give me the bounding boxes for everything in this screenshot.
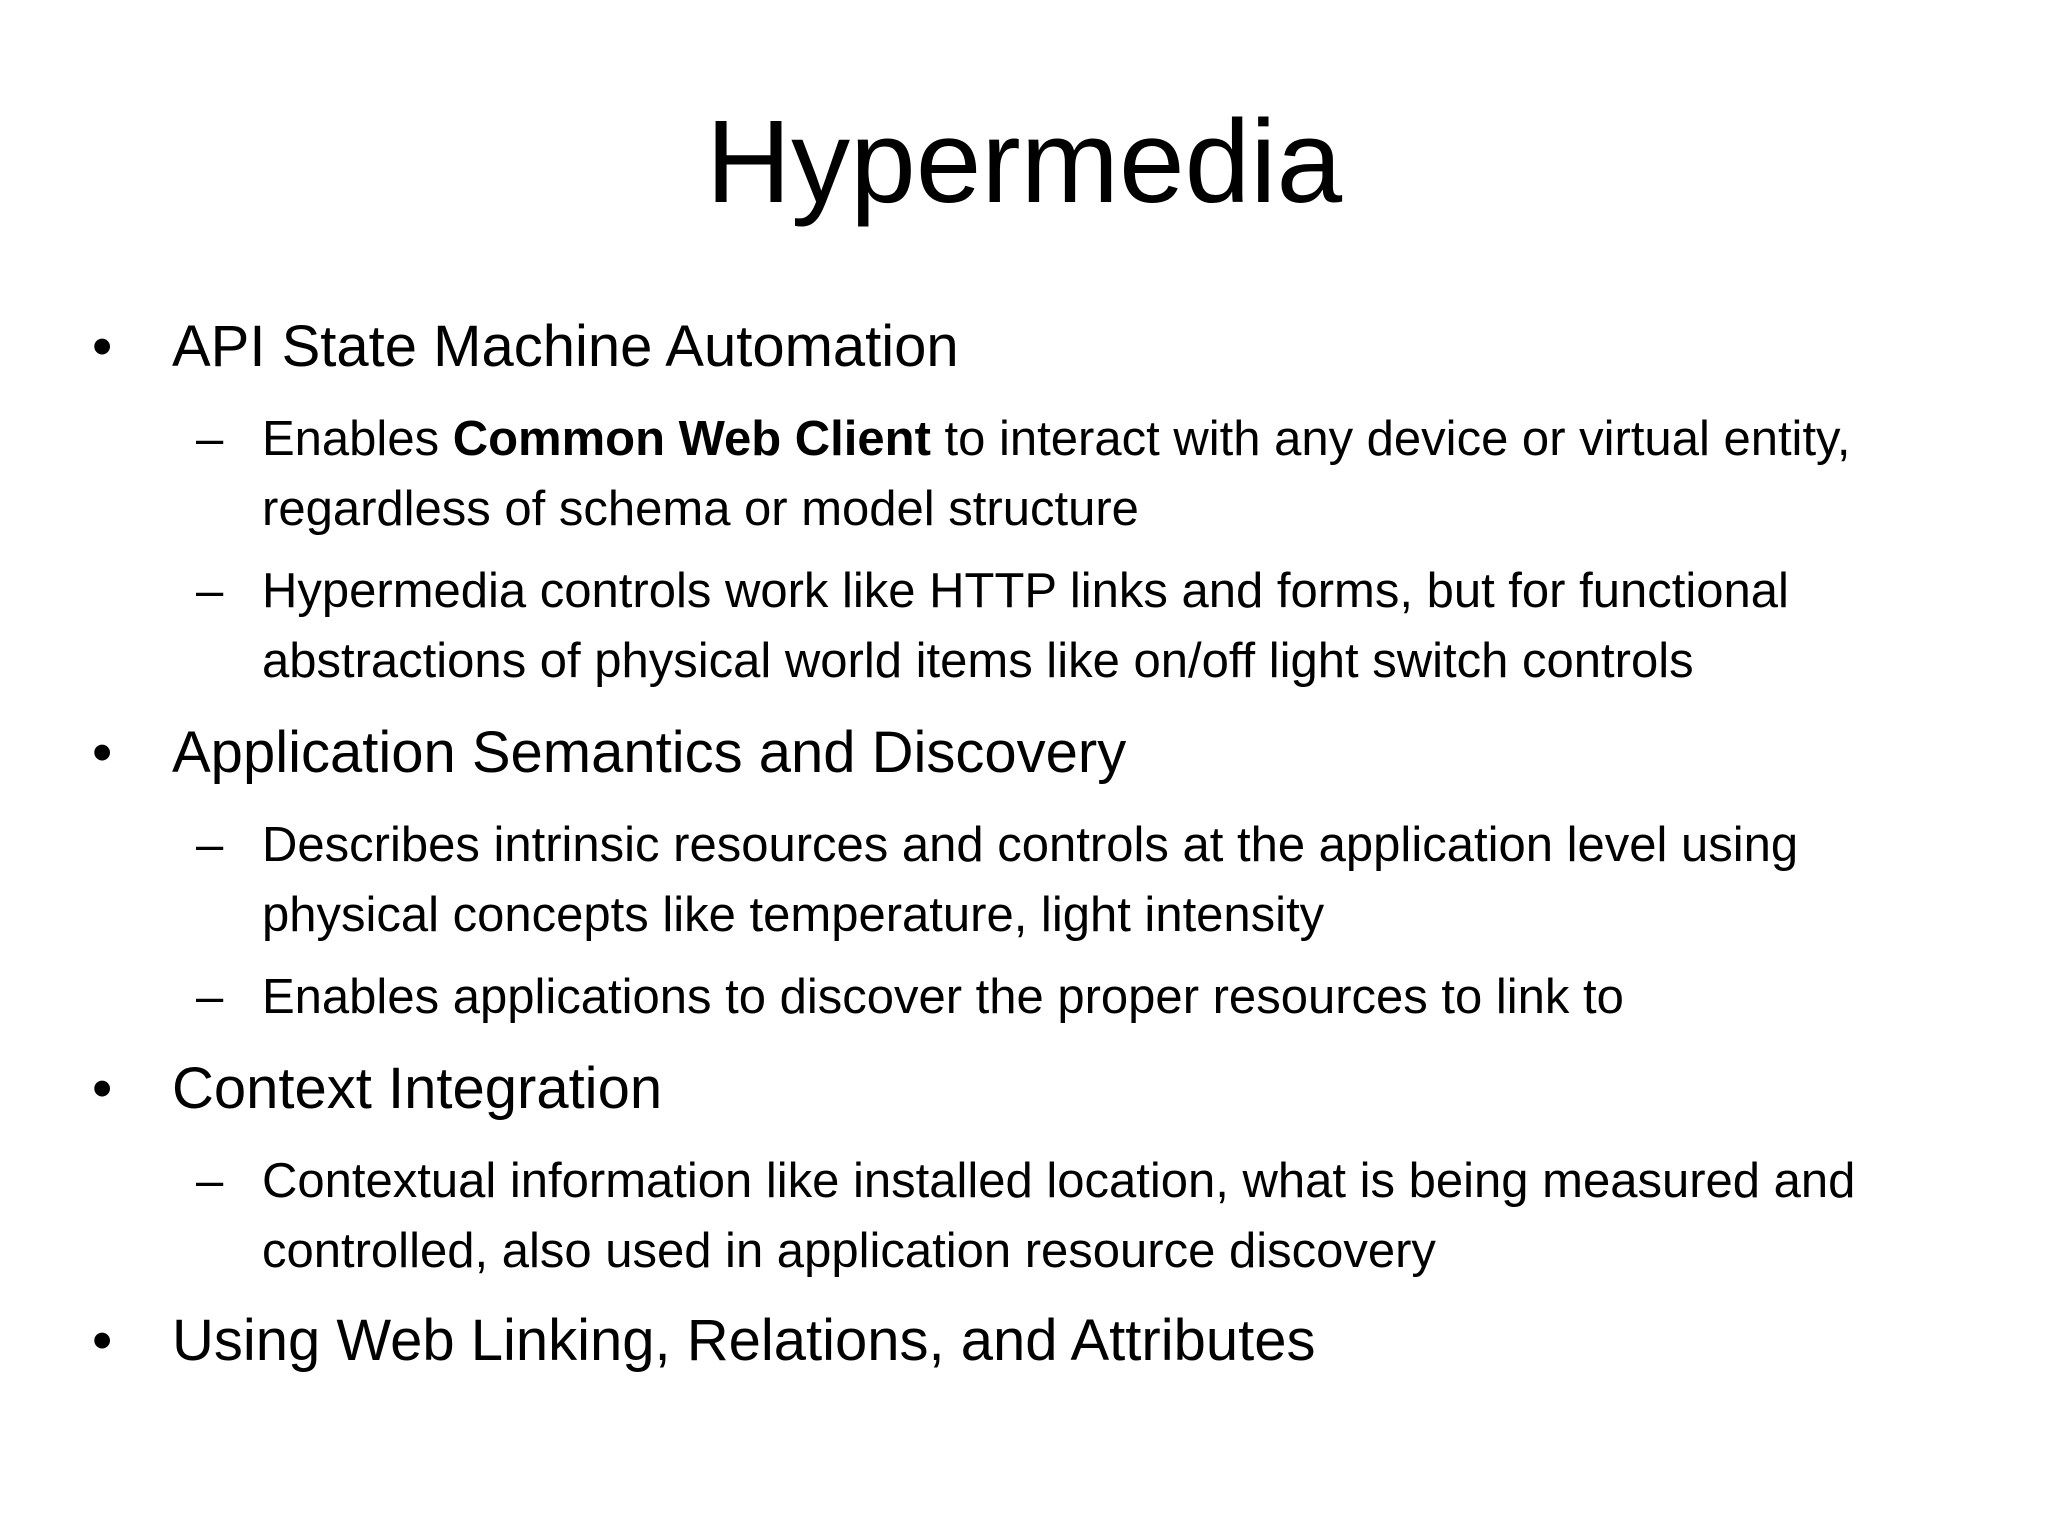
bullet-text: Using Web Linking, Relations, and Attributes — [172, 1308, 1316, 1373]
bullet-item — [92, 1306, 1972, 1376]
sub-bullet-item — [196, 962, 1942, 1032]
bullet-text: Application Semantics and Discovery — [172, 720, 1127, 785]
sub-bullet-text: Describes intrinsic resources and controls at the application level using physical concepts like temperature, light intensity — [262, 818, 1799, 942]
bullet-icon: • — [92, 1308, 113, 1373]
bullet-item — [92, 1054, 1972, 1124]
slide-title: Hypermedia — [705, 96, 1343, 228]
sub-bullet-text: Enables applications to discover the proper resources to link to — [262, 970, 1624, 1024]
sub-bullet-text: Hypermedia controls work like HTTP links and forms, but for functional abstractions of physical world items like on/off light switch controls — [262, 564, 1789, 688]
dash-icon: – — [196, 818, 224, 872]
bullet-icon: • — [92, 1056, 113, 1121]
bullet-icon: • — [92, 720, 113, 785]
dash-icon: – — [196, 412, 224, 466]
bullet-text: Context Integration — [172, 1056, 663, 1121]
bullet-item — [92, 718, 1972, 788]
dash-icon: – — [196, 970, 224, 1024]
bullet-icon: • — [92, 314, 113, 379]
sub-bullet-item — [196, 556, 1942, 696]
sub-bullet-text-bold: Common Web Client — [452, 412, 931, 466]
sub-bullet-text-post: to interact with any device or virtual entity, regardless of schema or model structure — [262, 412, 1851, 536]
sub-bullet-item — [196, 1146, 1942, 1286]
sub-bullet-item — [196, 810, 1942, 950]
sub-bullet-item — [196, 404, 1942, 544]
bullet-item — [92, 312, 1972, 382]
sub-bullet-text: Contextual information like installed location, what is being measured and controlled, also used in application resource discovery — [262, 1154, 1856, 1278]
dash-icon: – — [196, 1154, 224, 1208]
dash-icon: – — [196, 564, 224, 618]
sub-bullet-text-pre: Enables — [262, 412, 453, 466]
bullet-text: API State Machine Automation — [172, 314, 959, 379]
